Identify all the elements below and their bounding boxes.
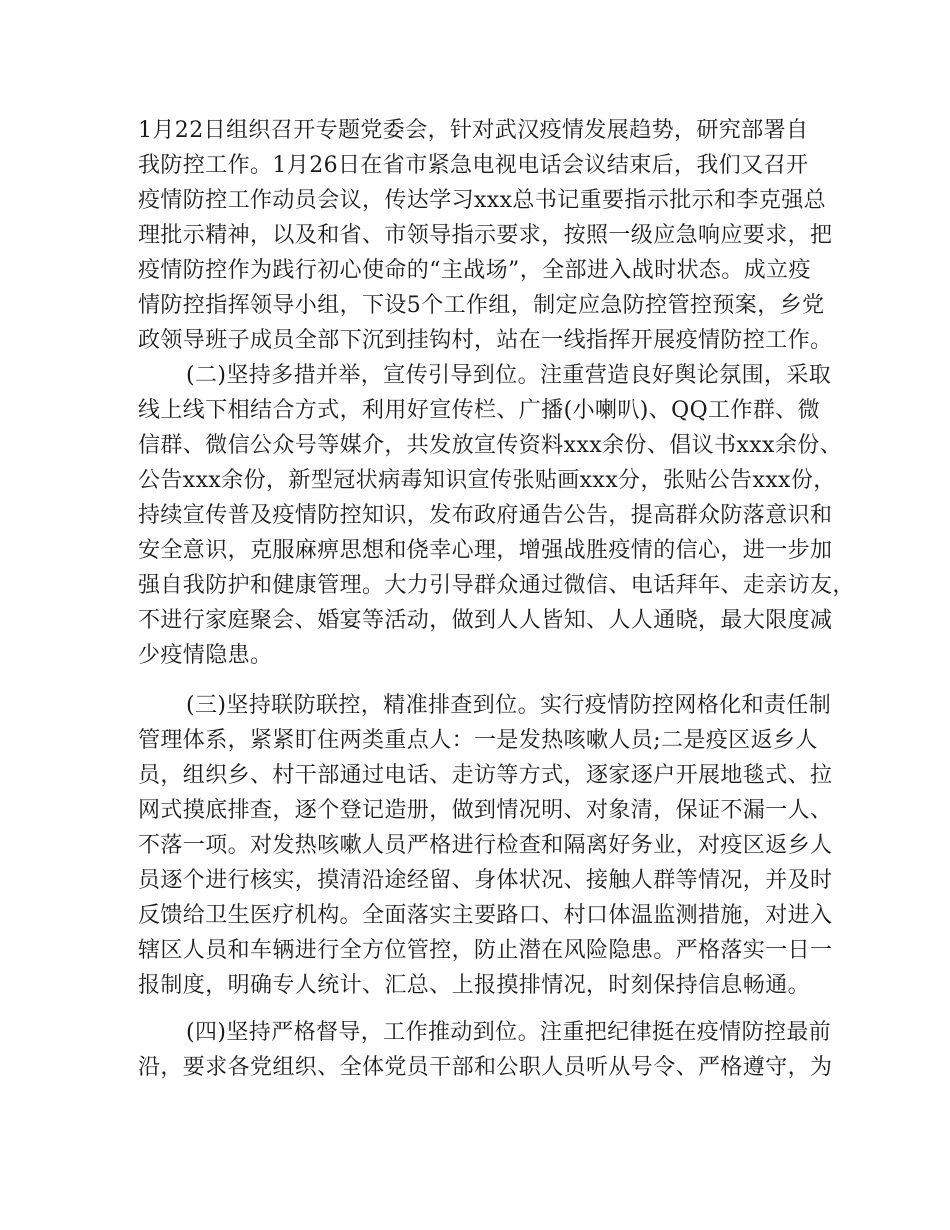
text-line: 公告xxx余份，新型冠状病毒知识宣传张贴画xxx分，张贴公告xxx份， (138, 468, 836, 493)
paragraph-heading-line: (三)坚持联防联控，精准排查到位。实行疫情防控网格化和责任制 (186, 693, 832, 718)
text-line: 员逐个进行核实，摸清沿途经留、身体状况、接触人群等情况，并及时 (138, 868, 833, 893)
text-line: 管理体系，紧紧盯住两类重点人：一是发热咳嗽人员;二是疫区返乡人 (138, 728, 818, 753)
text-line: 员，组织乡、村干部通过电话、走访等方式，逐家逐户开展地毯式、拉 (138, 763, 833, 788)
text-line: 疫情防控作为践行初心使命的“主战场”，全部进入战时状态。成立疫 (138, 258, 811, 283)
text-line: 我防控工作。1月26日在省市紧急电视电话会议结束后，我们又召开 (138, 153, 809, 178)
text-line: 不落一项。对发热咳嗽人员严格进行检查和隔离好务业，对疫区返乡人 (138, 833, 833, 858)
text-line: 网式摸底排查，逐个登记造册，做到情况明、对象清，保证不漏一人、 (138, 798, 833, 823)
text-line: 沿，要求各党组织、全体党员干部和公职人员听从号令、严格遵守，为 (138, 1055, 833, 1080)
paragraph-heading-line: (二)坚持多措并举，宣传引导到位。注重营造良好舆论氛围，采取 (186, 363, 832, 388)
text-line: 政领导班子成员全部下沉到挂钩村，站在一线指挥开展疫情防控工作。 (138, 328, 833, 353)
text-line: 情防控指挥领导小组，下设5个工作组，制定应急防控管控预案，乡党 (138, 293, 825, 318)
text-line: 报制度，明确专人统计、汇总、上报摸排情况，时刻保持信息畅通。 (138, 973, 811, 998)
text-line: 持续宣传普及疫情防控知识，发布政府通告公告，提高群众防落意识和 (138, 503, 833, 528)
text-line: 信群、微信公众号等媒介，共发放宣传资料xxx余份、倡议书xxx余份、 (138, 433, 843, 458)
text-line: 反馈给卫生医疗机构。全面落实主要路口、村口体温监测措施，对进入 (138, 903, 833, 928)
text-line: 线上线下相结合方式，利用好宣传栏、广播(小喇叭)、QQ工作群、微 (138, 398, 821, 423)
text-line: 疫情防控工作动员会议，传达学习xxx总书记重要指示批示和李克强总 (138, 188, 827, 213)
text-line: 1月22日组织召开专题党委会，针对武汉疫情发展趋势，研究部署自 (138, 118, 809, 143)
text-line: 理批示精神，以及和省、市领导指示要求，按照一级应急响应要求，把 (138, 223, 833, 248)
text-line: 辖区人员和车辆进行全方位管控，防止潜在风险隐患。严格落实一日一 (138, 938, 833, 963)
text-line: 少疫情隐患。 (138, 643, 273, 668)
text-line: 强自我防护和健康管理。大力引导群众通过微信、电话拜年、走亲访友， (138, 573, 855, 598)
text-line: 安全意识，克服麻痹思想和侥幸心理，增强战胜疫情的信心，进一步加 (138, 538, 833, 563)
paragraph-heading-line: (四)坚持严格督导，工作推动到位。注重把纪律挺在疫情防控最前 (186, 1020, 832, 1045)
text-line: 不进行家庭聚会、婚宴等活动，做到人人皆知、人人通晓，最大限度减 (138, 608, 833, 633)
